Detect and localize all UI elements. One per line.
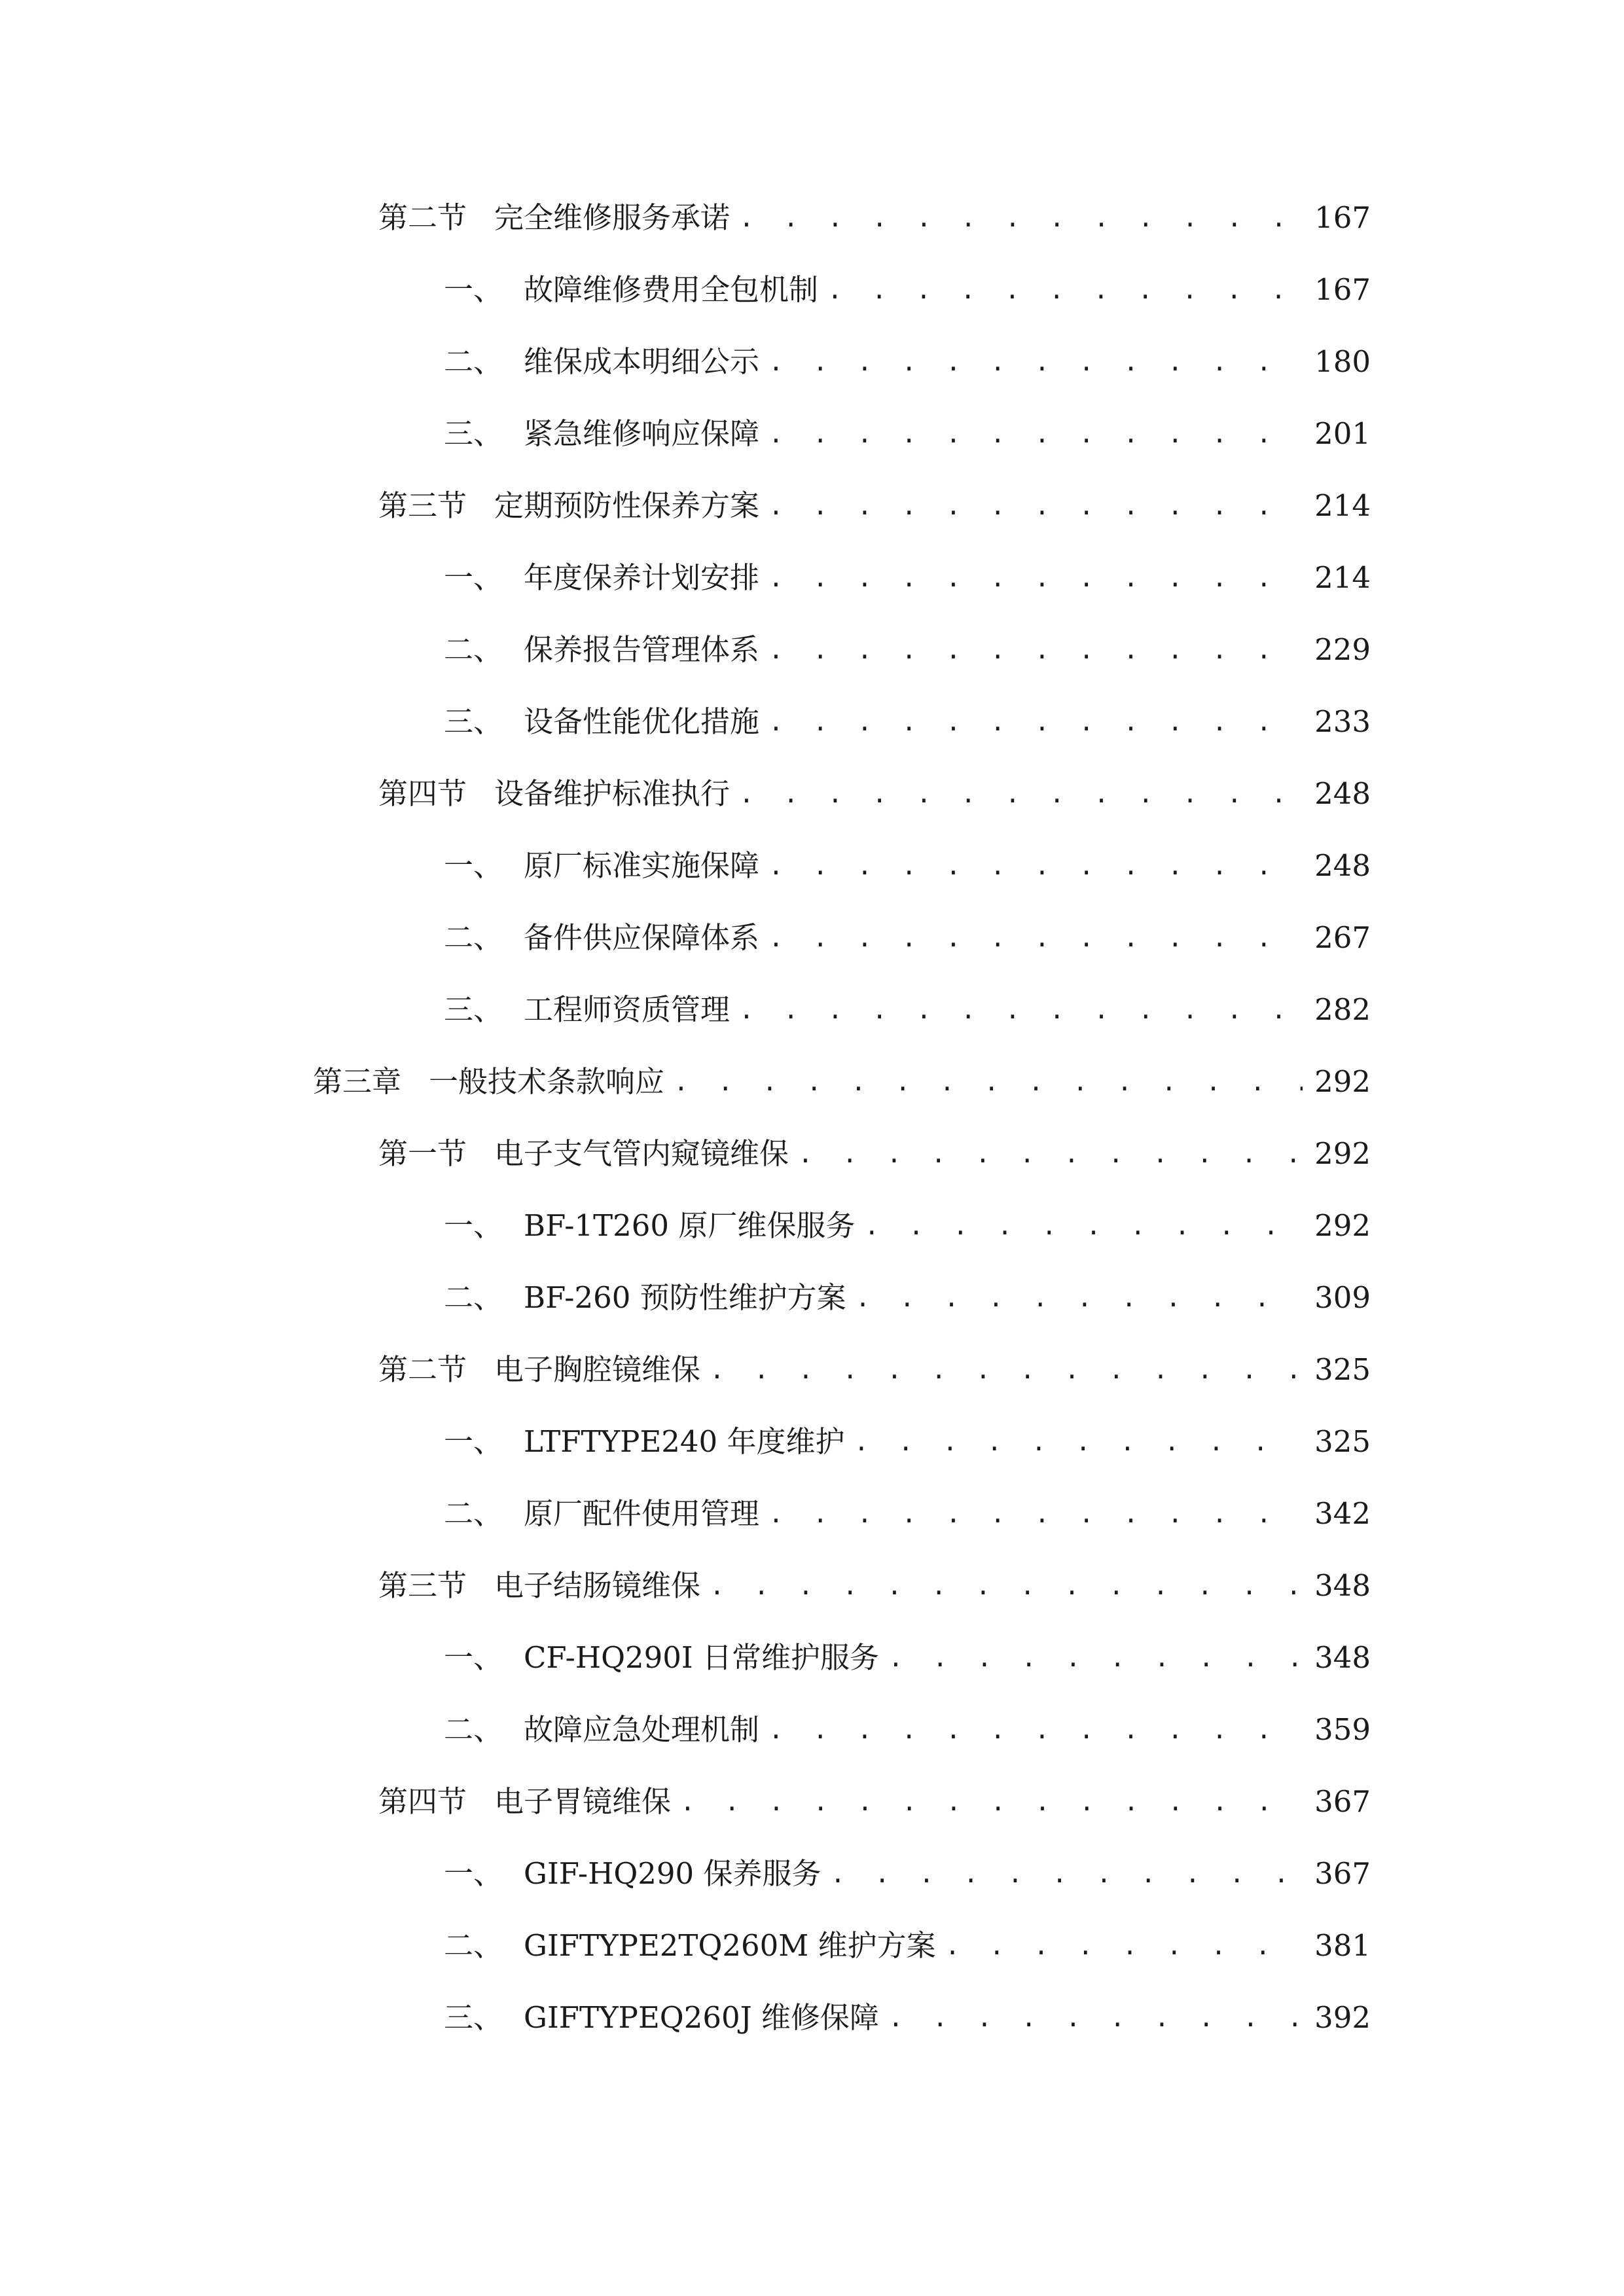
toc-page-number: 214: [1314, 488, 1371, 523]
toc-number: 二、: [444, 1928, 503, 1963]
toc-title: 原厂标准实施保障: [524, 848, 760, 883]
toc-entry[interactable]: [378, 771, 1371, 817]
toc-page-number: 201: [1314, 416, 1371, 451]
toc-number: 第四节: [378, 776, 467, 811]
toc-title: 备件供应保障体系: [524, 920, 760, 955]
toc-page-number: 180: [1314, 344, 1371, 379]
toc-page-number: 381: [1314, 1928, 1371, 1963]
toc-number: 二、: [444, 632, 503, 667]
dot-leader: [674, 1059, 1303, 1105]
toc-number: 第二节: [378, 200, 467, 235]
toc-page-number: 359: [1314, 1712, 1371, 1747]
toc-number: 一、: [444, 272, 503, 307]
toc-number: 二、: [444, 920, 503, 955]
toc-page-number: 233: [1314, 704, 1371, 739]
dot-leader: [768, 699, 1303, 745]
dot-leader: [856, 1275, 1303, 1321]
dot-leader: [827, 267, 1303, 313]
toc-title: LTFTYPE240 年度维护: [524, 1424, 845, 1459]
dot-leader: [768, 483, 1303, 529]
toc-page-number: 292: [1314, 1064, 1371, 1099]
dot-leader: [798, 1131, 1303, 1177]
toc-title: 完全维修服务承诺: [494, 200, 731, 235]
toc-title: CF-HQ290I 日常维护服务: [524, 1640, 879, 1675]
dot-leader: [768, 915, 1303, 961]
toc-title: BF-1T260 原厂维保服务: [524, 1208, 856, 1243]
toc-page-number: 214: [1314, 560, 1371, 595]
toc-title: 定期预防性保养方案: [494, 488, 760, 523]
toc-number: 第一节: [378, 1136, 467, 1171]
toc-entry[interactable]: [378, 1779, 1371, 1825]
toc-page-number: 167: [1314, 200, 1371, 235]
toc-number: 第三节: [378, 1568, 467, 1603]
toc-number: 一、: [444, 1856, 503, 1891]
toc-page-number: 367: [1314, 1784, 1371, 1819]
dot-leader: [768, 555, 1303, 601]
toc-entry[interactable]: [444, 1851, 1371, 1897]
toc-entry[interactable]: [378, 483, 1371, 529]
dot-leader: [768, 339, 1303, 385]
dot-leader: [888, 1995, 1303, 2041]
toc-entry[interactable]: [313, 1059, 1371, 1105]
dot-leader: [768, 411, 1303, 457]
toc-entry[interactable]: [378, 1563, 1371, 1609]
toc-number: 一、: [444, 560, 503, 595]
toc-title: 工程师资质管理: [524, 992, 731, 1027]
toc-title: 紧急维修响应保障: [524, 416, 760, 451]
toc-page-number: 248: [1314, 776, 1371, 811]
toc-number: 第三章: [313, 1064, 402, 1099]
toc-page-number: 267: [1314, 920, 1371, 955]
toc-title: 电子胸腔镜维保: [494, 1352, 701, 1387]
toc-title: 设备性能优化措施: [524, 704, 760, 739]
dot-leader: [710, 1563, 1303, 1609]
toc-title: GIFTYPE2TQ260M 维护方案: [524, 1928, 936, 1963]
dot-leader: [739, 771, 1303, 817]
toc-number: 三、: [444, 2000, 503, 2035]
toc-page-number: 348: [1314, 1568, 1371, 1603]
toc-entry[interactable]: [444, 1635, 1371, 1681]
dot-leader: [945, 1923, 1303, 1969]
toc-title: 故障应急处理机制: [524, 1712, 760, 1747]
toc-entry[interactable]: [378, 1347, 1371, 1393]
toc-number: 二、: [444, 1712, 503, 1747]
dot-leader: [854, 1419, 1303, 1465]
toc-title: 原厂配件使用管理: [524, 1496, 760, 1531]
toc-entry[interactable]: [444, 1923, 1371, 1969]
toc-title: 电子结肠镜维保: [494, 1568, 701, 1603]
toc-number: 三、: [444, 704, 503, 739]
toc-page-number: 292: [1314, 1208, 1371, 1243]
toc-entry[interactable]: [444, 1275, 1371, 1321]
toc-title: BF-260 预防性维护方案: [524, 1280, 846, 1315]
dot-leader: [768, 1707, 1303, 1753]
toc-title: 设备维护标准执行: [494, 776, 731, 811]
dot-leader: [739, 987, 1303, 1033]
toc-number: 第三节: [378, 488, 467, 523]
toc-title: 维保成本明细公示: [524, 344, 760, 379]
toc-entry[interactable]: [444, 339, 1371, 385]
toc-title: 一般技术条款响应: [429, 1064, 665, 1099]
toc-entry[interactable]: [444, 1203, 1371, 1249]
toc-page-number: 167: [1314, 272, 1371, 307]
dot-leader: [739, 195, 1303, 241]
dot-leader: [864, 1203, 1303, 1249]
toc-page-number: 392: [1314, 2000, 1371, 2035]
toc-entry[interactable]: [444, 411, 1371, 457]
toc-entry[interactable]: [378, 1131, 1371, 1177]
toc-number: 三、: [444, 992, 503, 1027]
toc-page-number: 292: [1314, 1136, 1371, 1171]
toc-title: 电子支气管内窥镜维保: [494, 1136, 789, 1171]
toc-number: 一、: [444, 1424, 503, 1459]
toc-number: 二、: [444, 344, 503, 379]
dot-leader: [680, 1779, 1303, 1825]
toc-page-number: 282: [1314, 992, 1371, 1027]
dot-leader: [888, 1635, 1303, 1681]
toc-entry[interactable]: [444, 1419, 1371, 1465]
toc-number: 第四节: [378, 1784, 467, 1819]
toc-title: GIFTYPEQ260J 维修保障: [524, 2000, 879, 2035]
toc-number: 二、: [444, 1280, 503, 1315]
toc-number: 三、: [444, 416, 503, 451]
toc-title: GIF-HQ290 保养服务: [524, 1856, 821, 1891]
toc-number: 第二节: [378, 1352, 467, 1387]
toc-title: 保养报告管理体系: [524, 632, 760, 667]
toc-entry[interactable]: [444, 843, 1371, 889]
toc-number: 一、: [444, 1640, 503, 1675]
toc-page-number: 325: [1314, 1352, 1371, 1387]
toc-entry[interactable]: [444, 699, 1371, 745]
toc-entry[interactable]: [444, 915, 1371, 961]
toc-entry[interactable]: [444, 1491, 1371, 1537]
dot-leader: [710, 1347, 1303, 1393]
toc-entry[interactable]: [444, 1707, 1371, 1753]
toc-entry[interactable]: [444, 267, 1371, 313]
toc-title: 电子胃镜维保: [494, 1784, 672, 1819]
dot-leader: [830, 1851, 1303, 1897]
dot-leader: [768, 843, 1303, 889]
toc-entry[interactable]: [444, 627, 1371, 673]
toc-page-number: 248: [1314, 848, 1371, 883]
toc-page-number: 229: [1314, 632, 1371, 667]
toc-title: 故障维修费用全包机制: [524, 272, 819, 307]
toc-number: 一、: [444, 1208, 503, 1243]
toc-entry[interactable]: [444, 555, 1371, 601]
toc-page-number: 367: [1314, 1856, 1371, 1891]
toc-entry[interactable]: [444, 987, 1371, 1033]
toc-page-number: 309: [1314, 1280, 1371, 1315]
toc-page-number: 348: [1314, 1640, 1371, 1675]
toc-page-number: 342: [1314, 1496, 1371, 1531]
toc-number: 一、: [444, 848, 503, 883]
dot-leader: [768, 627, 1303, 673]
toc-entry[interactable]: [444, 1995, 1371, 2041]
dot-leader: [768, 1491, 1303, 1537]
toc-entry[interactable]: [378, 195, 1371, 241]
toc-page-number: 325: [1314, 1424, 1371, 1459]
toc-number: 二、: [444, 1496, 503, 1531]
toc-title: 年度保养计划安排: [524, 560, 760, 595]
